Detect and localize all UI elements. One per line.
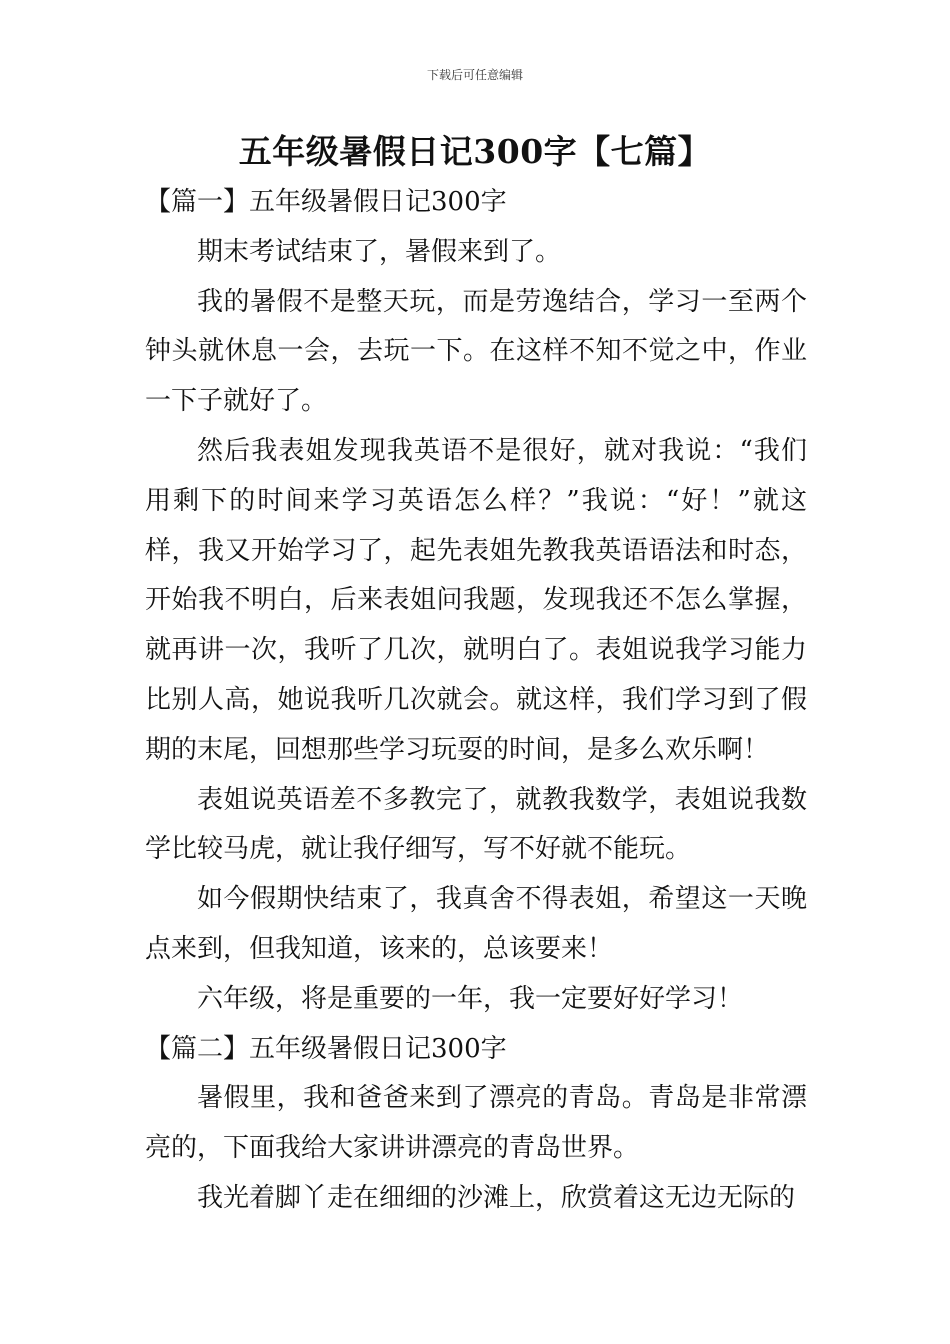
paragraph: 暑假里，我和爸爸来到了漂亮的青岛。青岛是非常漂亮的，下面我给大家讲讲漂亮的青岛世界。: [145, 1083, 807, 1164]
paragraph: 如今假期快结束了，我真舍不得表姐，希望这一天晚点来到，但我知道，该来的，总该要来！: [145, 884, 807, 964]
paragraph: 我的暑假不是整天玩，而是劳逸结合，学习一至两个钟头就休息一会，去玩一下。在这样不知不觉之中，作业一下子就好了。: [145, 286, 807, 417]
paragraph: 然后我表姐发现我英语不是很好，就对我说：“我们用剩下的时间来学习英语怎么样？”我说：“好！”就这样，我又开始学习了，起先表姐先教我英语语法和时态，开始我不明白，后来表姐问我题，发现我还不怎么掌握，就再讲一次，我听了几次，就明白了。表姐说我学习能力比别人高，她说我听几次就会。就这样，我们学习到了假期的末尾，回想那些学习玩耍的时间，是多么欢乐啊！: [145, 435, 807, 765]
section-heading-2: 【篇二】五年级暑假日记300字: [145, 1033, 507, 1064]
document-body: [145, 178, 807, 1224]
page-header: 下载后可任意编辑: [426, 68, 523, 82]
paragraph: 六年级，将是重要的一年，我一定要好好学习！: [197, 983, 744, 1014]
paragraph: 我光着脚丫走在细细的沙滩上，欣赏着这无边无际的: [197, 1182, 796, 1213]
document-title: 五年级暑假日记300字【七篇】: [238, 132, 712, 171]
section-heading-1: 【篇一】五年级暑假日记300字: [145, 187, 507, 217]
paragraph: 期末考试结束了，暑假来到了。: [197, 236, 562, 267]
paragraph: 表姐说英语差不多教完了，就教我数学，表姐说我数学比较马虎，就让我仔细写，写不好就不能玩。: [145, 784, 807, 865]
